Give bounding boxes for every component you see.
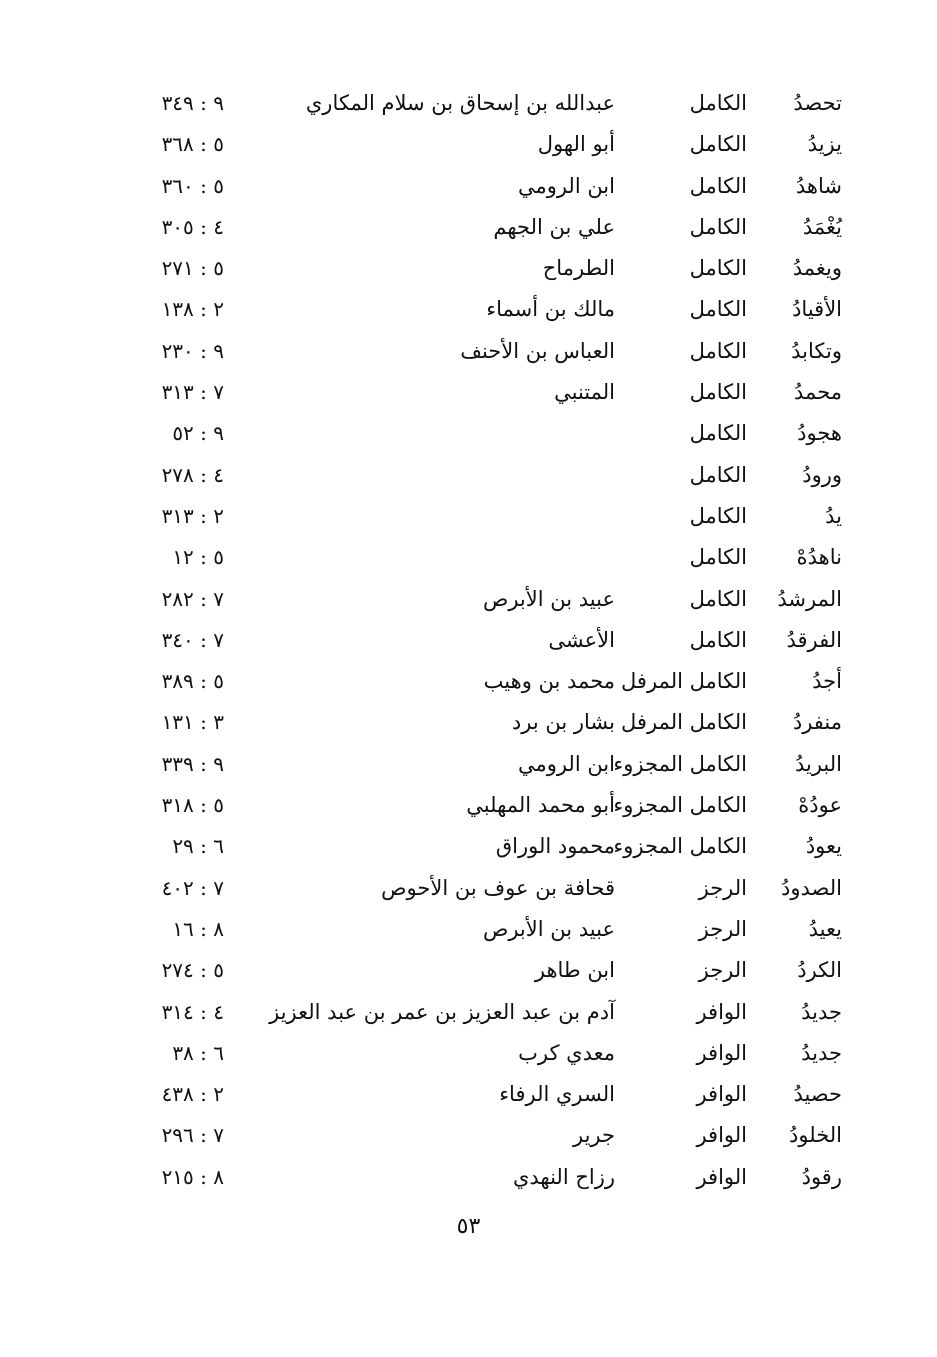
table-row: [0, 332, 937, 373]
poet-name: العباس بن الأحنف: [460, 338, 615, 363]
volume-page-ref: ٧ : ٢٩٦: [161, 1123, 224, 1148]
poet-name: آدم بن عبد العزيز بن عمر بن عبد العزيز: [269, 999, 615, 1024]
table-row: [0, 1075, 937, 1116]
table-row: [0, 745, 937, 786]
table-row: [0, 456, 937, 497]
volume-page-ref: ٨ : ٢١٥: [161, 1164, 224, 1189]
volume-page-ref: ٥ : ٣٦٠: [161, 173, 224, 198]
poet-name: الأعشى: [548, 627, 615, 652]
table-row: [0, 497, 937, 538]
rhyme-word: عودُهْ: [798, 793, 842, 818]
meter-name: الكامل المجزوء: [613, 834, 747, 859]
table-row: [0, 290, 937, 331]
rhyme-word: جديدُ: [801, 999, 842, 1024]
poet-name: قحافة بن عوف بن الأحوص: [381, 875, 615, 900]
rhyme-word: الأقيادُ: [792, 297, 842, 322]
poet-name: الطرماح: [542, 256, 615, 281]
table-row: [0, 125, 937, 166]
poet-name: عبيد بن الأبرص: [482, 586, 615, 611]
meter-name: الوافر: [696, 1123, 747, 1148]
rhyme-word: الصدودُ: [781, 875, 842, 900]
volume-page-ref: ٧ : ٢٨٢: [161, 586, 224, 611]
meter-name: الكامل: [689, 462, 747, 487]
poet-name: مالك بن أسماء: [486, 297, 615, 322]
rhyme-word: يدُ: [825, 503, 842, 528]
rhyme-word: الفرقدُ: [786, 627, 842, 652]
rhyme-word: هجودُ: [797, 421, 842, 446]
poet-name: بشار بن برد: [511, 710, 615, 735]
meter-name: الوافر: [696, 999, 747, 1024]
volume-page-ref: ٩ : ٢٣٠: [161, 338, 224, 363]
rhyme-word: ورودُ: [802, 462, 842, 487]
meter-name: الكامل: [689, 380, 747, 405]
table-row: [0, 993, 937, 1034]
volume-page-ref: ٦ : ٣٨: [172, 1040, 224, 1065]
table-row: [0, 249, 937, 290]
table-row: [0, 951, 937, 992]
rhyme-index-table: [0, 84, 937, 1199]
volume-page-ref: ٩ : ٣٣٩: [161, 751, 224, 776]
table-row: [0, 869, 937, 910]
meter-name: الكامل: [689, 586, 747, 611]
meter-name: الكامل: [689, 545, 747, 570]
volume-page-ref: ٤ : ٢٧٨: [161, 462, 224, 487]
rhyme-word: شاهدُ: [795, 173, 842, 198]
table-row: [0, 910, 937, 951]
rhyme-word: حصيدُ: [793, 1082, 842, 1107]
rhyme-word: أجدُ: [812, 669, 842, 694]
volume-page-ref: ٤ : ٣٠٥: [161, 214, 224, 239]
poet-name: ابن طاهر: [534, 958, 615, 983]
meter-name: الوافر: [696, 1040, 747, 1065]
volume-page-ref: ٤ : ٣١٤: [161, 999, 224, 1024]
table-row: [0, 167, 937, 208]
poet-name: عبدالله بن إسحاق بن سلام المكاري: [305, 91, 615, 115]
rhyme-word: وتكابدُ: [791, 338, 842, 363]
poet-name: جرير: [573, 1123, 615, 1148]
rhyme-word: منفردُ: [792, 710, 842, 735]
meter-name: الكامل المجزوء: [613, 793, 747, 818]
rhyme-word: يعيدُ: [808, 916, 842, 941]
table-row: [0, 1116, 937, 1157]
rhyme-word: جديدُ: [801, 1040, 842, 1065]
poet-name: محمود الوراق: [495, 834, 615, 859]
meter-name: الوافر: [696, 1164, 747, 1189]
volume-page-ref: ٦ : ٢٩: [172, 834, 224, 859]
rhyme-word: ناهدُهْ: [796, 545, 842, 570]
volume-page-ref: ٢ : ٣١٣: [161, 503, 224, 528]
rhyme-word: محمدُ: [794, 380, 842, 405]
meter-name: الكامل: [689, 297, 747, 322]
table-row: [0, 373, 937, 414]
table-row: [0, 621, 937, 662]
meter-name: الكامل: [689, 256, 747, 281]
rhyme-word: رقودُ: [801, 1164, 842, 1189]
meter-name: الرجز: [698, 875, 747, 900]
meter-name: الرجز: [698, 958, 747, 983]
poet-name: السري الرفاء: [499, 1082, 615, 1107]
table-row: [0, 414, 937, 455]
rhyme-word: تحصدُ: [793, 91, 842, 115]
meter-name: الكامل المرفل: [621, 710, 747, 735]
meter-name: الرجز: [698, 916, 747, 941]
table-row: [0, 827, 937, 868]
volume-page-ref: ٥ : ٢٧٤: [161, 958, 224, 983]
volume-page-ref: ٣ : ١٣١: [161, 710, 224, 735]
meter-name: الكامل: [689, 214, 747, 239]
volume-page-ref: ٢ : ٤٣٨: [161, 1082, 224, 1107]
volume-page-ref: ٥ : ٣١٨: [161, 793, 224, 818]
table-row: [0, 1158, 937, 1199]
meter-name: الكامل: [689, 627, 747, 652]
table-row: [0, 84, 937, 125]
poet-name: محمد بن وهيب: [483, 669, 615, 694]
poet-name: أبو محمد المهلبي: [466, 793, 615, 818]
page-number: ٥٣: [456, 1214, 481, 1239]
volume-page-ref: ٥ : ١٢: [172, 545, 224, 570]
poet-name: ابن الرومي: [517, 751, 615, 776]
volume-page-ref: ٢ : ١٣٨: [161, 297, 224, 322]
meter-name: الكامل: [689, 421, 747, 446]
table-row: [0, 208, 937, 249]
table-row: [0, 786, 937, 827]
poet-name: رزاح النهدي: [512, 1164, 615, 1189]
table-row: [0, 1034, 937, 1075]
volume-page-ref: ٧ : ٣١٣: [161, 380, 224, 405]
poet-name: أبو الهول: [537, 132, 615, 157]
volume-page-ref: ٥ : ٣٦٨: [161, 132, 224, 157]
poet-name: المتنبي: [554, 380, 615, 405]
table-row: [0, 662, 937, 703]
poet-name: علي بن الجهم: [493, 214, 615, 239]
table-row: [0, 580, 937, 621]
volume-page-ref: ٧ : ٤٠٢: [161, 875, 224, 900]
rhyme-word: يُغْمَدُ: [802, 214, 842, 239]
volume-page-ref: ٥ : ٢٧١: [161, 256, 224, 281]
volume-page-ref: ٩ : ٥٢: [172, 421, 224, 446]
rhyme-word: المرشدُ: [777, 586, 842, 611]
meter-name: الكامل: [689, 132, 747, 157]
rhyme-word: ويغمدُ: [792, 256, 842, 281]
rhyme-word: يعودُ: [805, 834, 842, 859]
meter-name: الكامل: [689, 173, 747, 198]
meter-name: الكامل: [689, 503, 747, 528]
meter-name: الكامل المرفل: [621, 669, 747, 694]
rhyme-word: الخلودُ: [789, 1123, 842, 1148]
table-row: [0, 703, 937, 744]
volume-page-ref: ٨ : ١٦: [172, 916, 224, 941]
rhyme-word: يزيدُ: [807, 132, 842, 157]
meter-name: الوافر: [696, 1082, 747, 1107]
poet-name: ابن الرومي: [517, 173, 615, 198]
volume-page-ref: ٩ : ٣٤٩: [161, 91, 224, 115]
rhyme-word: البريدُ: [794, 751, 842, 776]
meter-name: الكامل: [689, 338, 747, 363]
meter-name: الكامل: [689, 91, 747, 115]
volume-page-ref: ٥ : ٣٨٩: [161, 669, 224, 694]
meter-name: الكامل المجزوء: [613, 751, 747, 776]
rhyme-word: الكردُ: [797, 958, 842, 983]
poet-name: معدي كرب: [518, 1040, 615, 1065]
table-row: [0, 538, 937, 579]
poet-name: عبيد بن الأبرص: [482, 916, 615, 941]
volume-page-ref: ٧ : ٣٤٠: [161, 627, 224, 652]
